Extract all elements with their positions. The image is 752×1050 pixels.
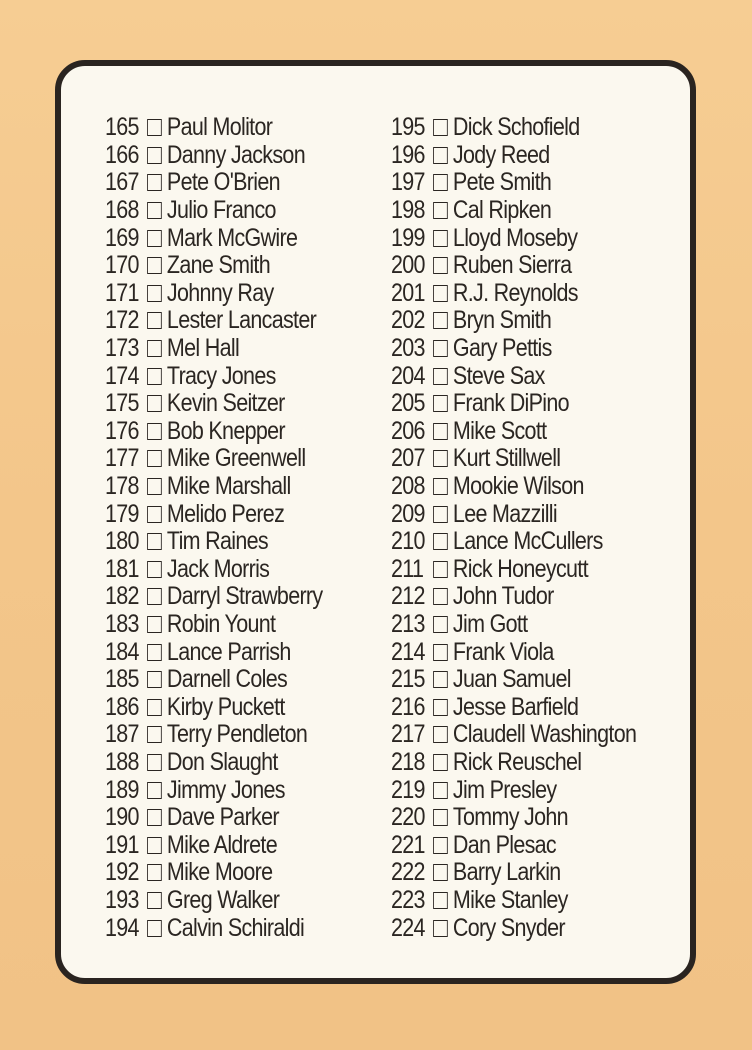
checklist-entry	[391, 390, 636, 418]
card-number: 221	[391, 830, 425, 859]
checklist-entry	[391, 500, 636, 528]
checklist-entry	[391, 776, 636, 804]
card-number: 193	[105, 885, 139, 914]
card-number: 192	[105, 858, 139, 887]
card-number: 195	[391, 113, 425, 142]
card-number: 181	[105, 554, 139, 583]
checkbox-icon[interactable]	[147, 782, 162, 799]
checkbox-icon[interactable]	[433, 395, 448, 412]
checkbox-icon[interactable]	[433, 533, 448, 550]
card-number: 208	[391, 472, 425, 501]
checklist-entry	[105, 169, 322, 197]
checklist-entry	[105, 638, 322, 666]
player-name: Robin Yount	[166, 609, 276, 638]
checkbox-icon[interactable]	[433, 920, 448, 937]
checkbox-icon[interactable]	[433, 699, 448, 716]
player-name: Paul Molitor	[166, 113, 273, 142]
card-number: 190	[105, 803, 139, 832]
card-number: 183	[105, 609, 139, 638]
checklist-entry	[105, 804, 322, 832]
checkbox-icon[interactable]	[433, 588, 448, 605]
player-name: Mike Stanley	[452, 885, 568, 914]
card-number: 197	[391, 168, 425, 197]
card-number: 203	[391, 334, 425, 363]
player-name: Dan Plesac	[452, 830, 556, 859]
checkbox-icon[interactable]	[147, 892, 162, 909]
card-number: 214	[391, 637, 425, 666]
checklist-entry	[391, 335, 636, 363]
checkbox-icon[interactable]	[433, 450, 448, 467]
checkbox-icon[interactable]	[147, 699, 162, 716]
card-number: 224	[391, 913, 425, 942]
card-number: 220	[391, 803, 425, 832]
card-number: 217	[391, 720, 425, 749]
checkbox-icon[interactable]	[147, 285, 162, 302]
player-name: Terry Pendleton	[166, 720, 308, 749]
player-name: Mike Marshall	[166, 472, 291, 501]
checkbox-icon[interactable]	[433, 202, 448, 219]
checklist-entry	[105, 224, 322, 252]
player-name: Tracy Jones	[166, 361, 276, 390]
checkbox-icon[interactable]	[147, 174, 162, 191]
checklist-entry	[105, 721, 322, 749]
checklist-entry	[105, 114, 322, 142]
checklist-panel	[55, 60, 696, 984]
card-number: 216	[391, 692, 425, 721]
checklist-entry	[391, 831, 636, 859]
player-name: Mike Scott	[452, 416, 547, 445]
checklist-entry	[391, 693, 636, 721]
card-number: 223	[391, 885, 425, 914]
card-number: 166	[105, 140, 139, 169]
checkbox-icon[interactable]	[147, 230, 162, 247]
checklist-entry	[105, 473, 322, 501]
card-number: 218	[391, 747, 425, 776]
player-name: Jim Gott	[452, 609, 528, 638]
checkbox-icon[interactable]	[147, 644, 162, 661]
card-number: 205	[391, 389, 425, 418]
card-number: 176	[105, 416, 139, 445]
card-number: 170	[105, 251, 139, 280]
checkbox-icon[interactable]	[147, 257, 162, 274]
card-number: 222	[391, 858, 425, 887]
checklist-entry	[105, 528, 322, 556]
checkbox-icon[interactable]	[147, 147, 162, 164]
checklist-entry	[391, 362, 636, 390]
player-name: Kirby Puckett	[166, 692, 285, 721]
player-name: Lester Lancaster	[166, 306, 317, 335]
card-number: 168	[105, 196, 139, 225]
checklist-entry	[391, 749, 636, 777]
card-number: 198	[391, 196, 425, 225]
player-name: Frank Viola	[452, 637, 554, 666]
card-number: 167	[105, 168, 139, 197]
checklist-entry	[391, 473, 636, 501]
checklist-entry	[105, 914, 322, 942]
card-number: 185	[105, 665, 139, 694]
card-number: 186	[105, 692, 139, 721]
card-number: 189	[105, 775, 139, 804]
player-name: Tommy John	[452, 803, 568, 832]
checkbox-icon[interactable]	[147, 616, 162, 633]
checklist-entry	[391, 197, 636, 225]
checklist-entry	[105, 418, 322, 446]
player-name: Juan Samuel	[452, 665, 571, 694]
card-number: 213	[391, 609, 425, 638]
checklist-entry	[391, 556, 636, 584]
checkbox-icon[interactable]	[147, 368, 162, 385]
player-name: Pete Smith	[452, 168, 552, 197]
checklist-entry	[105, 556, 322, 584]
checkbox-icon[interactable]	[147, 588, 162, 605]
player-name: Jimmy Jones	[166, 775, 285, 804]
player-name: Lee Mazzilli	[452, 499, 557, 528]
checkbox-icon[interactable]	[433, 230, 448, 247]
card-number: 187	[105, 720, 139, 749]
checkbox-icon[interactable]	[433, 423, 448, 440]
player-name: Cory Snyder	[452, 913, 565, 942]
player-name: Barry Larkin	[452, 858, 561, 887]
checklist-column-right	[391, 114, 676, 942]
checkbox-icon[interactable]	[433, 147, 448, 164]
player-name: Mike Moore	[166, 858, 273, 887]
checkbox-icon[interactable]	[433, 809, 448, 826]
player-name: Mel Hall	[166, 334, 240, 363]
card-number: 200	[391, 251, 425, 280]
checkbox-icon[interactable]	[147, 395, 162, 412]
checkbox-icon[interactable]	[433, 754, 448, 771]
checklist-entry	[391, 528, 636, 556]
checkbox-icon[interactable]	[147, 561, 162, 578]
checklist-entry	[105, 307, 322, 335]
player-name: Julio Franco	[166, 196, 276, 225]
checklist-entry	[391, 418, 636, 446]
card-number: 179	[105, 499, 139, 528]
checklist-entry	[105, 197, 322, 225]
checkbox-icon[interactable]	[433, 782, 448, 799]
checkbox-icon[interactable]	[147, 450, 162, 467]
checkbox-icon[interactable]	[433, 561, 448, 578]
checklist-entry	[105, 583, 322, 611]
player-name: Pete O'Brien	[166, 168, 280, 197]
card-number: 199	[391, 223, 425, 252]
checklist-entry	[391, 169, 636, 197]
checklist-entry	[391, 666, 636, 694]
checklist-entry	[391, 804, 636, 832]
checkbox-icon[interactable]	[147, 478, 162, 495]
checkbox-icon[interactable]	[147, 312, 162, 329]
checklist-entry	[391, 224, 636, 252]
player-name: Mike Greenwell	[166, 444, 306, 473]
checklist-entry	[391, 887, 636, 915]
player-name: Don Slaught	[166, 747, 278, 776]
player-name: Greg Walker	[166, 885, 280, 914]
checkbox-icon[interactable]	[433, 119, 448, 136]
card-number: 202	[391, 306, 425, 335]
checklist-entry	[391, 914, 636, 942]
checklist-entry	[105, 280, 322, 308]
checkbox-icon[interactable]	[147, 533, 162, 550]
checklist-entry	[105, 693, 322, 721]
card-number: 194	[105, 913, 139, 942]
checklist-entry	[105, 390, 322, 418]
checkbox-icon[interactable]	[147, 809, 162, 826]
player-name: Jesse Barfield	[452, 692, 579, 721]
player-name: Dick Schofield	[452, 113, 580, 142]
checkbox-icon[interactable]	[433, 726, 448, 743]
card-number: 207	[391, 444, 425, 473]
checklist-entry	[105, 749, 322, 777]
card-number: 210	[391, 527, 425, 556]
card-number: 206	[391, 416, 425, 445]
player-name: R.J. Reynolds	[452, 278, 578, 307]
player-name: Darnell Coles	[166, 665, 288, 694]
checkbox-icon[interactable]	[433, 340, 448, 357]
player-name: Steve Sax	[452, 361, 545, 390]
card-number: 204	[391, 361, 425, 390]
checkbox-icon[interactable]	[147, 837, 162, 854]
checkbox-icon[interactable]	[433, 644, 448, 661]
player-name: Calvin Schiraldi	[166, 913, 305, 942]
card-number: 209	[391, 499, 425, 528]
player-name: Claudell Washington	[452, 720, 637, 749]
player-name: Bryn Smith	[452, 306, 552, 335]
checkbox-icon[interactable]	[433, 892, 448, 909]
player-name: Kurt Stillwell	[452, 444, 561, 473]
checklist-entry	[391, 611, 636, 639]
player-name: Jody Reed	[452, 140, 550, 169]
player-name: Ruben Sierra	[452, 251, 572, 280]
checklist-entry	[105, 859, 322, 887]
player-name: Cal Ripken	[452, 196, 552, 225]
checkbox-icon[interactable]	[147, 671, 162, 688]
card-number: 196	[391, 140, 425, 169]
checkbox-icon[interactable]	[147, 119, 162, 136]
checklist-entry	[105, 142, 322, 170]
checkbox-icon[interactable]	[147, 506, 162, 523]
checkbox-icon[interactable]	[433, 837, 448, 854]
player-name: Mike Aldrete	[166, 830, 277, 859]
player-name: Kevin Seitzer	[166, 389, 285, 418]
player-name: Danny Jackson	[166, 140, 305, 169]
player-name: Darryl Strawberry	[166, 582, 323, 611]
player-name: Mookie Wilson	[452, 472, 584, 501]
checklist-entry	[105, 335, 322, 363]
player-name: Jack Morris	[166, 554, 270, 583]
player-name: Jim Presley	[452, 775, 557, 804]
checklist-entry	[391, 859, 636, 887]
player-name: Zane Smith	[166, 251, 270, 280]
checkbox-icon[interactable]	[433, 864, 448, 881]
card-number: 173	[105, 334, 139, 363]
card-number: 174	[105, 361, 139, 390]
checkbox-icon[interactable]	[433, 616, 448, 633]
player-name: Frank DiPino	[452, 389, 569, 418]
checkbox-icon[interactable]	[433, 257, 448, 274]
checklist-entry	[105, 362, 322, 390]
card-number: 172	[105, 306, 139, 335]
checklist-entry	[391, 307, 636, 335]
card-number: 201	[391, 278, 425, 307]
checkbox-icon[interactable]	[433, 368, 448, 385]
checklist-entry	[105, 831, 322, 859]
card-number: 169	[105, 223, 139, 252]
card-number: 211	[391, 554, 424, 583]
checkbox-icon[interactable]	[147, 920, 162, 937]
card-number: 182	[105, 582, 139, 611]
card-number: 219	[391, 775, 425, 804]
card-number: 171	[105, 278, 139, 307]
checklist-column-left	[105, 114, 358, 942]
checklist-entry	[105, 887, 322, 915]
card-number: 165	[105, 113, 139, 142]
checklist-entry	[105, 252, 322, 280]
checkbox-icon[interactable]	[433, 174, 448, 191]
player-name: Lance McCullers	[452, 527, 603, 556]
checkbox-icon[interactable]	[433, 285, 448, 302]
checklist-entry	[105, 776, 322, 804]
checklist-entry	[391, 583, 636, 611]
checkbox-icon[interactable]	[147, 864, 162, 881]
checkbox-icon[interactable]	[147, 754, 162, 771]
player-name: Bob Knepper	[166, 416, 285, 445]
player-name: Johnny Ray	[166, 278, 274, 307]
checklist-entry	[391, 280, 636, 308]
checklist-entry	[391, 114, 636, 142]
player-name: Rick Honeycutt	[452, 554, 588, 583]
card-number: 212	[391, 582, 425, 611]
card-number: 188	[105, 747, 139, 776]
checkbox-icon[interactable]	[147, 423, 162, 440]
checkbox-icon[interactable]	[147, 726, 162, 743]
card-number: 215	[391, 665, 425, 694]
card-number: 191	[105, 830, 139, 859]
card-number: 177	[105, 444, 139, 473]
checklist-entry	[391, 142, 636, 170]
checkbox-icon[interactable]	[147, 340, 162, 357]
player-name: Tim Raines	[166, 527, 268, 556]
player-name: Rick Reuschel	[452, 747, 582, 776]
checklist-entry	[105, 611, 322, 639]
player-name: Lance Parrish	[166, 637, 291, 666]
player-name: Melido Perez	[166, 499, 285, 528]
checklist-entry	[391, 252, 636, 280]
checklist-entry	[105, 500, 322, 528]
checkbox-icon[interactable]	[433, 312, 448, 329]
checklist-entry	[391, 721, 636, 749]
checklist-entry	[391, 445, 636, 473]
player-name: John Tudor	[452, 582, 554, 611]
player-name: Lloyd Moseby	[452, 223, 578, 252]
player-name: Mark McGwire	[166, 223, 298, 252]
checkbox-icon[interactable]	[147, 202, 162, 219]
player-name: Gary Pettis	[452, 334, 552, 363]
checklist-entry	[391, 638, 636, 666]
card-number: 184	[105, 637, 139, 666]
checkbox-icon[interactable]	[433, 478, 448, 495]
card-number: 180	[105, 527, 139, 556]
card-number: 175	[105, 389, 139, 418]
card-number: 178	[105, 472, 139, 501]
checklist-entry	[105, 445, 322, 473]
player-name: Dave Parker	[166, 803, 279, 832]
checklist-entry	[105, 666, 322, 694]
checkbox-icon[interactable]	[433, 671, 448, 688]
checkbox-icon[interactable]	[433, 506, 448, 523]
